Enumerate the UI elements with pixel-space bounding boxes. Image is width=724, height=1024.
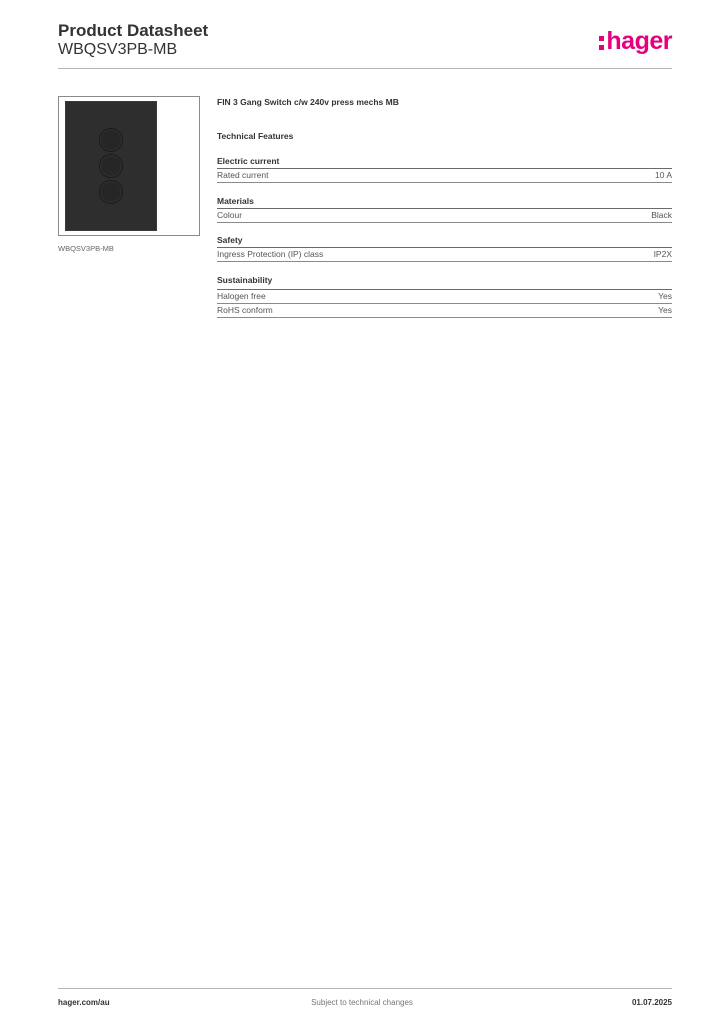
spec-value: Yes (658, 305, 672, 315)
section-materials (217, 195, 672, 223)
section-title: Materials (217, 195, 672, 209)
hager-logo (599, 26, 672, 56)
spec-value: Yes (658, 291, 672, 301)
section-sustainability (217, 274, 672, 318)
spec-value: 10 A (654, 170, 672, 180)
spec-content (217, 96, 672, 318)
product-name: FIN 3 Gang Switch c/w 240v press mechs MB (217, 97, 399, 107)
spec-row (217, 304, 672, 318)
spec-row (217, 290, 672, 304)
spec-row (217, 248, 672, 262)
spec-value: Black (651, 210, 672, 220)
product-code: WBQSV3PB-MB (58, 41, 178, 58)
header-divider (58, 68, 672, 69)
footer-divider (58, 988, 672, 989)
footer-date: 01.07.2025 (631, 998, 672, 1007)
section-title: Sustainability (217, 274, 672, 290)
section-title: Electric current (217, 155, 672, 169)
section-title: Safety (217, 234, 672, 248)
spec-row (217, 169, 672, 183)
logo-dots-icon (599, 36, 604, 50)
switch-button-2 (100, 155, 122, 177)
switch-button-1 (100, 129, 122, 151)
switch-plate-image (65, 101, 157, 231)
logo-text: hager (606, 27, 672, 55)
spec-label: Ingress Protection (IP) class (217, 249, 324, 259)
spec-label: Halogen free (217, 291, 266, 301)
technical-features-title: Technical Features (217, 131, 294, 141)
switch-button-3 (100, 181, 122, 203)
image-caption: WBQSV3PB-MB (58, 244, 114, 253)
spec-label: Rated current (217, 170, 269, 180)
section-electric-current (217, 155, 672, 183)
page-title: Product Datasheet (58, 21, 209, 40)
spec-label: Colour (217, 210, 243, 220)
spec-value: IP2X (653, 249, 672, 259)
footer-note: Subject to technical changes (311, 998, 413, 1007)
spec-row (217, 209, 672, 223)
spec-label: RoHS conform (217, 305, 273, 315)
section-safety (217, 234, 672, 262)
product-image-frame (58, 96, 200, 236)
footer-website: hager.com/au (58, 998, 110, 1007)
